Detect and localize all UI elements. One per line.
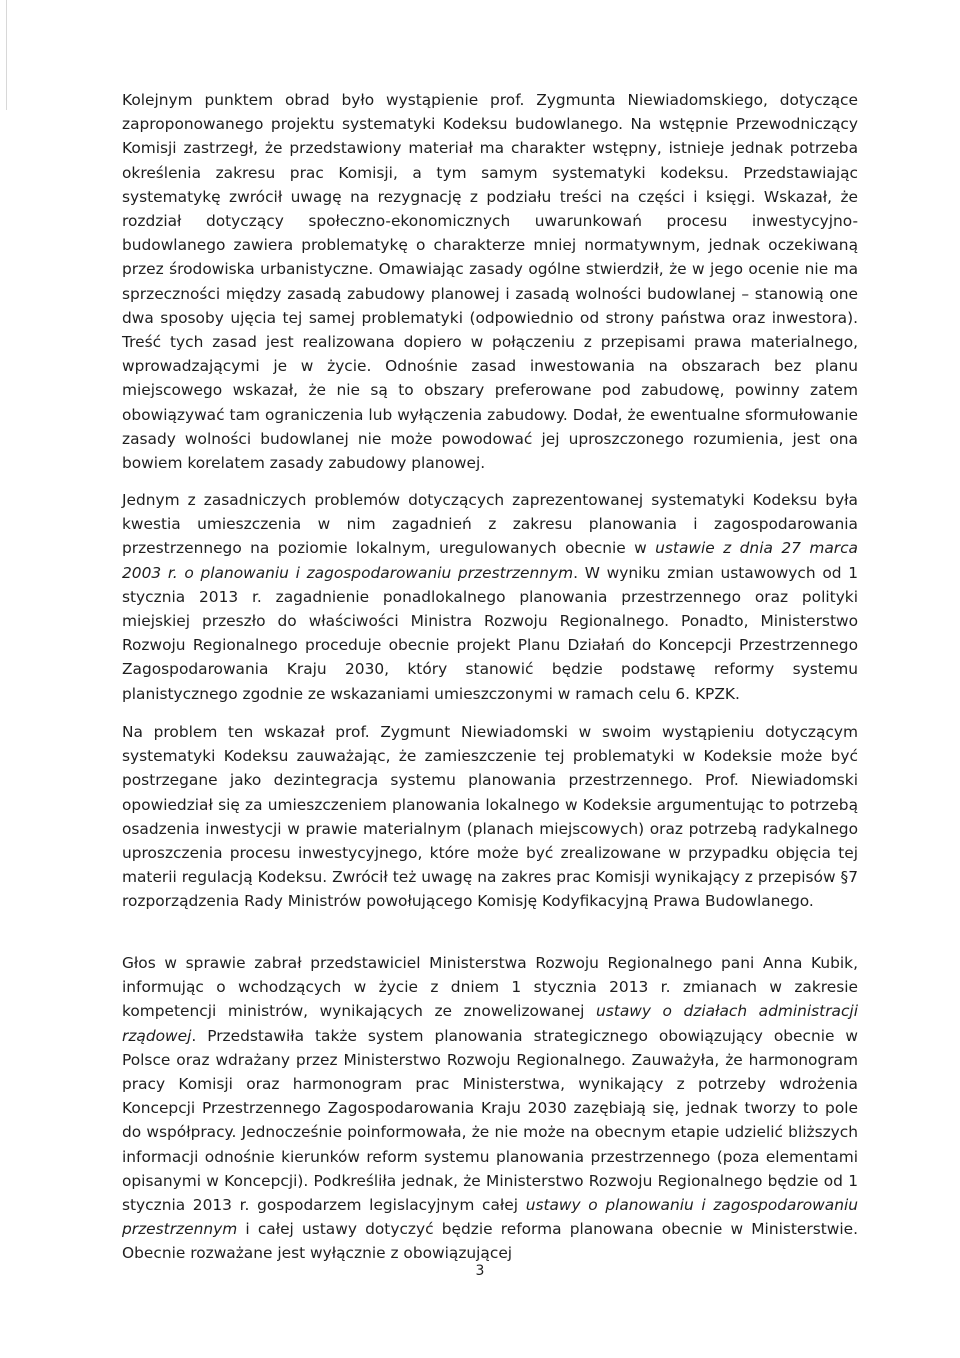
paragraph-4-statute-title-1: ustawy o działach administracji rządowej bbox=[122, 1002, 858, 1045]
paragraph-2-text-b: . W wyniku zmian ustawowych od 1 stycznia 2013 r. zagadnienie ponadlokalnego planowania przestrzennego oraz polityki miejskiej przeszło do właściwości Ministra Rozwoju Regionalnego. Ponadto, Ministerstwo Rozwoju Regionalnego proceduje obecnie projekt Planu Działań do Koncepcji Przestrzennego Zagospodarowania Kraju 2030, który stanowić będzie podstawę reformy systemu planistycznego zgodnie ze wskazaniami umieszczonymi w ramach celu 6. KPZK. bbox=[122, 563, 858, 703]
paragraph-2 bbox=[122, 488, 858, 706]
paragraph-3 bbox=[122, 720, 858, 914]
paragraph-2-statute-title: ustawie z dnia 27 marca 2003 r. o planowaniu i zagospodarowaniu przestrzennym bbox=[122, 539, 858, 582]
paragraph-1-text: Kolejnym punktem obrad było wystąpienie prof. Zygmunta Niewiadomskiego, dotyczące zaproponowanego projektu systematyki Kodeksu budowlanego. Na wstępnie Przewodniczący Komisji zastrzegł, że przedstawiony materiał ma charakter wstępny, istnieje jednak potrzeba określenia zakresu prac Komisji, a tym samym systematyki kodeksu. Przedstawiając systematykę zwrócił uwagę na rezygnację z podziału treści na części i księgi. Wskazał, że rozdział dotyczący społeczno-ekonomicznych uwarunkowań procesu inwestycyjno-budowlanego zawiera problematykę o charakterze mniej normatywnym, jednak oczekiwaną przez środowiska urbanistyczne. Omawiając zasady ogólne stwierdził, że w jego ocenie nie ma sprzeczności między zasadą zabudowy planowej i zasadą wolności budowlanej – stanowią one dwa sposoby ujęcia tej samej problematyki (odpowiednio od strony państwa oraz inwestora). Treść tych zasad jest realizowana dopiero w połączeniu z przepisami prawa materialnego, wprowadzającymi je w życie. Odnośnie zasad inwestowania na obszarach bez planu miejscowego wskazał, że nie są to obszary preferowane pod zabudowę, powinny zatem obowiązywać tam ograniczenia lub wyłączenia zabudowy. Dodał, że ewentualne sformułowanie zasady wolności budowlanej nie może powodować jej uproszczonego rozumienia, jest ona bowiem korelatem zasady zabudowy planowej. bbox=[122, 91, 858, 473]
paragraph-2-text-a: Jednym z zasadniczych problemów dotyczących zaprezentowanej systematyki Kodeksu była kwestia umieszczenia w nim zagadnień z zakresu planowania i zagospodarowania przestrzennego na poziomie lokalnym, uregulowanych obecnie w bbox=[122, 491, 858, 558]
scan-edge-line bbox=[6, 0, 7, 110]
paragraph-4-text-a: Głos w sprawie zabrał przedstawiciel Ministerstwa Rozwoju Regionalnego pani Anna Kubik, informując o wchodzących w życie z dniem 1 stycznia 2013 r. zmianach w zakresie kompetencji ministrów, wynikających ze znowelizowanej bbox=[122, 954, 858, 1021]
paragraph-4-text-c: i całej ustawy dotyczyć będzie reforma planowana obecnie w Ministerstwie. Obecnie rozważane jest wyłącznie z obowiązującej bbox=[122, 1220, 858, 1263]
page-number: 3 bbox=[475, 1263, 485, 1279]
paragraph-1 bbox=[122, 88, 858, 475]
paragraph-4-text-b: . Przedstawiła także system planowania strategicznego obowiązujący obecnie w Polsce oraz wdrażany przez Ministerstwo Rozwoju Regionalnego. Zauważyła, że harmonogram pracy Komisji oraz harmonogram prac Ministerstwa, wynikający z potrzeby wdrożenia Koncepcji Przestrzennego Zagospodarowania Kraju 2030 zazębiają się, jednak tworzy to pole do współpracy. Jednocześnie poinformowała, że nie może na obecnym etapie udzielić bliższych informacji odnośnie kierunków reform systemu planowania przestrzennego (poza elementami opisanymi w Koncepcji). Podkreśliła jednak, że Ministerstwo Rozwoju Regionalnego będzie od 1 stycznia 2013 r. gospodarzem legislacyjnym całej bbox=[122, 1026, 858, 1215]
paragraph-4-statute-title-2: ustawy o planowaniu i zagospodarowaniu przestrzennym bbox=[122, 1196, 858, 1239]
paragraph-3-text: Na problem ten wskazał prof. Zygmunt Niewiadomski w swoim wystąpieniu dotyczącym systematyki Kodeksu zauważając, że zamieszczenie tej problematyki w Kodeksie może być postrzegane jako dezintegracja systemu planowania przestrzennego. Prof. Niewiadomski opowiedział się za umieszczeniem planowania lokalnego w Kodeksie argumentując to potrzebą osadzenia inwestycji w prawie materialnym (planach miejscowych) oraz potrzebą radykalnego uproszczenia procesu inwestycyjnego, które może być zrealizowane w przypadku objęcia tej materii regulacją Kodeksu. Zwrócił też uwagę na zakres prac Komisji wynikający z przepisów §7 rozporządzenia Rady Ministrów powołującego Komisję Kodyfikacyjną Prawa Budowlanego. bbox=[122, 723, 858, 911]
paragraph-4 bbox=[122, 951, 858, 1266]
